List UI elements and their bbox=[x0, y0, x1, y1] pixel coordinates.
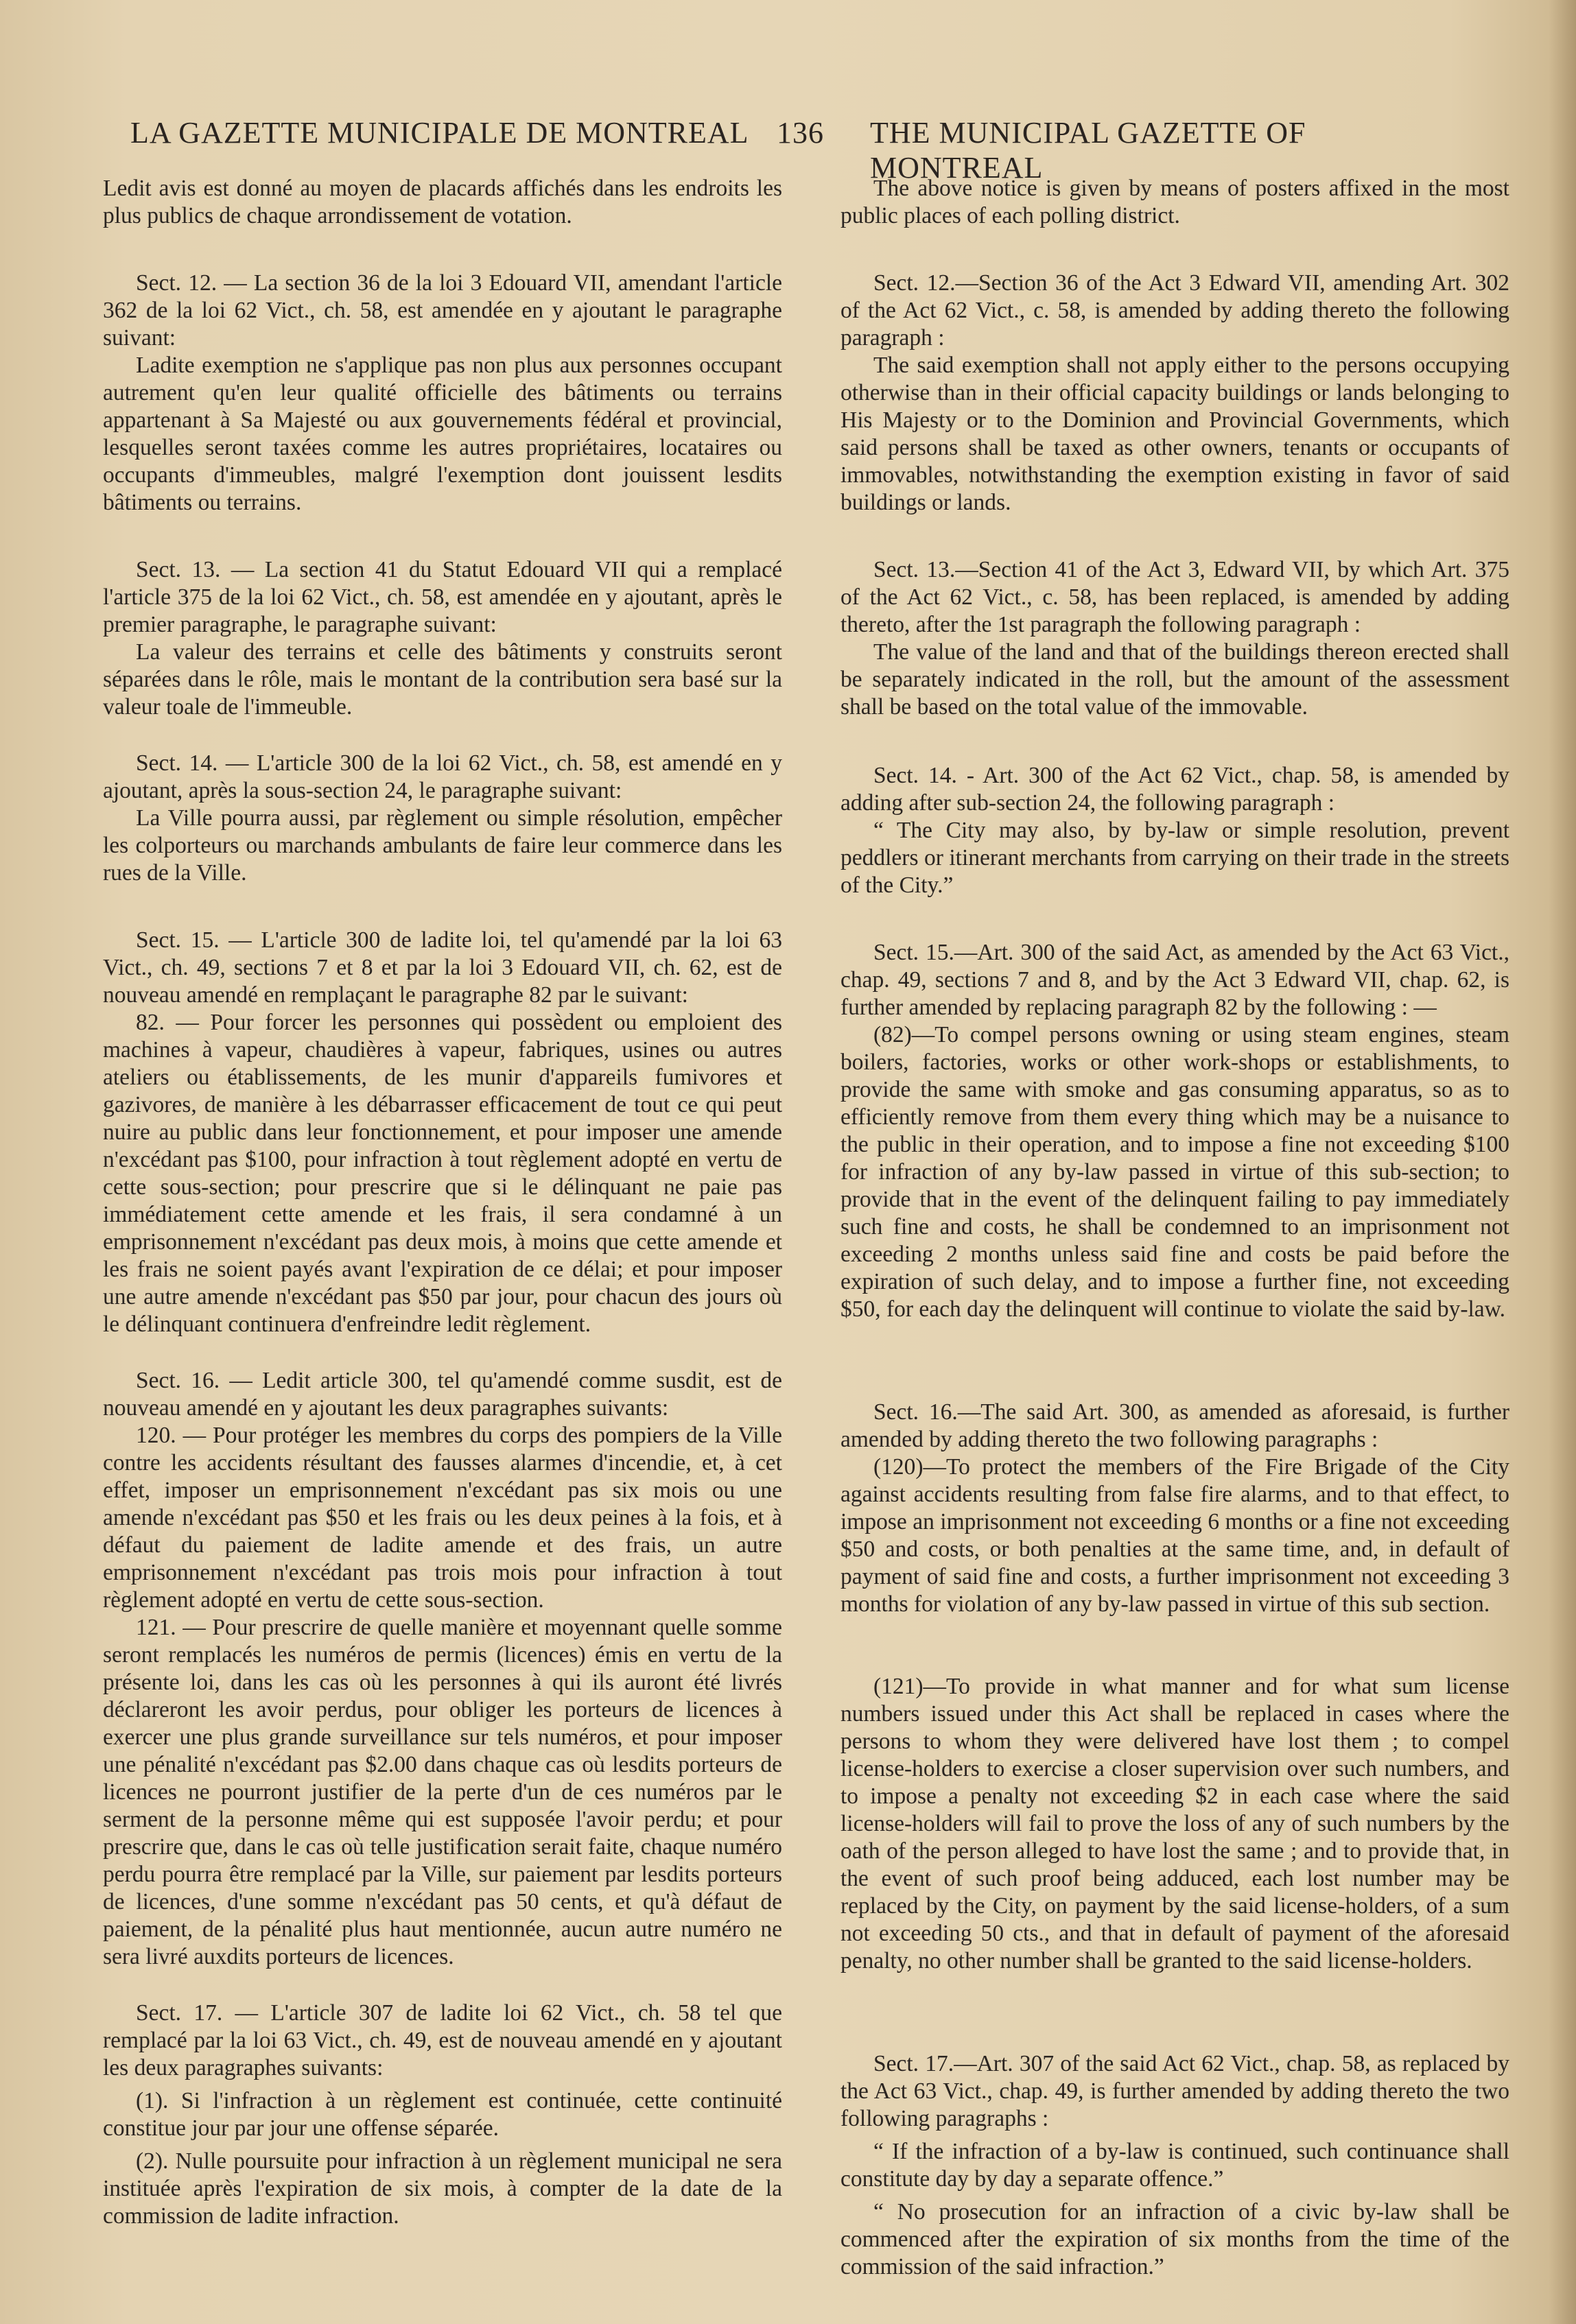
english-paragraph: (120)—To protect the members of the Fire Brigade of the City against accidents resulting from false fire alarms, and to that effect, to impose an imprisonment not exceeding 6 months or a fine not exceeding $50 and costs, or both penalties at the same time, and, in default of payment of said fine and costs, a further imprisonment not exceeding 3 months for violation of any by-law passed in virtue of this sub section. bbox=[840, 1454, 1509, 1617]
page-number: 136 bbox=[777, 116, 824, 150]
english-paragraph: “ The City may also, by by-law or simple resolution, prevent peddlers or itinerant merchants from carrying on their trade in the streets of the City.” bbox=[840, 818, 1509, 898]
french-column bbox=[103, 175, 782, 2230]
header-title-french: LA GAZETTE MUNICIPALE DE MONTREAL bbox=[130, 116, 749, 150]
english-paragraph: Sect. 12.—Section 36 of the Act 3 Edward VII, amending Art. 302 of the Act 62 Vict., c. 58, is amended by adding thereto the following paragraph : bbox=[840, 270, 1509, 351]
french-paragraph: Sect. 16. — Ledit article 300, tel qu'amendé comme susdit, est de nouveau amendé en y ajoutant les deux paragraphes suivants: bbox=[103, 1368, 782, 1421]
french-paragraph: Ledit avis est donné au moyen de placards affichés dans les endroits les plus publics de chaque arrondissement de votation. bbox=[103, 176, 782, 228]
french-paragraph: La Ville pourra aussi, par règlement ou simple résolution, empêcher les colporteurs ou marchands ambulants de faire leur commerce dans les rues de la Ville. bbox=[103, 805, 782, 886]
english-paragraph: Sect. 13.—Section 41 of the Act 3, Edward VII, by which Art. 375 of the Act 62 Vict., c. 58, has been replaced, is amended by adding thereto, after the 1st paragraph the following paragraph : bbox=[840, 557, 1509, 637]
french-paragraph: Sect. 13. — La section 41 du Statut Edouard VII qui a remplacé l'article 375 de la loi 62 Vict., ch. 58, est amendée en y ajoutant, après le premier paragraphe, le paragraphe suivant: bbox=[103, 557, 782, 637]
english-paragraph: “ No prosecution for an infraction of a civic by-law shall be commenced after the expiration of six months from the time of the commission of the said infraction.” bbox=[840, 2199, 1509, 2279]
french-paragraph: Sect. 15. — L'article 300 de ladite loi, tel qu'amendé par la loi 63 Vict., ch. 49, sections 7 et 8 et par la loi 3 Edouard VII, ch. 62, est de nouveau amendé en remplaçant le paragraphe 82 par le suivant: bbox=[103, 927, 782, 1008]
english-paragraph: The said exemption shall not apply either to the persons occupying otherwise than in their official capacity buildings or lands belonging to His Majesty or to the Dominion and Provincial Governments, which said persons shall be taxed as other owners, tenants or occupants of immovables, notwithstanding the exemption existing in favor of said buildings or lands. bbox=[840, 353, 1509, 515]
english-paragraph: The value of the land and that of the buildings thereon erected shall be separately indicated in the roll, but the amount of the assessment shall be based on the total value of the immovable. bbox=[840, 639, 1509, 720]
english-paragraph: Sect. 16.—The said Art. 300, as amended as aforesaid, is further amended by adding thereto the two following paragraphs : bbox=[840, 1399, 1509, 1452]
french-paragraph: Sect. 12. — La section 36 de la loi 3 Edouard VII, amendant l'article 362 de la loi 62 Vict., ch. 58, est amendée en y ajoutant le paragraphe suivant: bbox=[103, 270, 782, 351]
english-paragraph: Sect. 15.—Art. 300 of the said Act, as amended by the Act 63 Vict., chap. 49, sections 7 and 8, and by the Act 3 Edward VII, chap. 62, is further amended by replacing paragraph 82 by the following : — bbox=[840, 940, 1509, 1020]
french-paragraph: Sect. 14. — L'article 300 de la loi 62 Vict., ch. 58, est amendé en y ajoutant, après la sous-section 24, le paragraphe suivant: bbox=[103, 750, 782, 803]
english-paragraph: (82)—To compel persons owning or using steam engines, steam boilers, factories, works or other work-shops or establishments, to provide the same with smoke and gas consuming apparatus, so as to efficiently remove from them every thing which may be a nuisance to the public in their operation, and to impose a fine not exceeding $100 for infraction of any by-law passed in virtue of this sub-section; to provide that in the event of the delinquent failing to pay immediately such fine and costs, he shall be condemned to an imprisonment not exceeding 2 months unless said fine and costs be paid before the expiration of such delay, and to impose a further fine, not exceeding $50, for each day the delinquent will continue to violate the said by-law. bbox=[840, 1022, 1509, 1322]
english-paragraph: Sect. 14. - Art. 300 of the Act 62 Vict., chap. 58, is amended by adding after sub-section 24, the following paragraph : bbox=[840, 763, 1509, 816]
page-header bbox=[130, 115, 1468, 185]
french-paragraph: 82. — Pour forcer les personnes qui possèdent ou emploient des machines à vapeur, chaudières à vapeur, fabriques, usines ou autres ateliers ou établissements, de les munir d'appareils fumivores et gazivores, de manière à les débarrasser efficacement de tout ce qui peut nuire au public dans leur fonctionnement, et pour imposer une amende n'excédant pas $100, pour infraction à tout règlement adopté en vertu de cette sous-section; pour prescrire que si le délinquant ne paie pas immédiatement cette amende et les frais, il sera condamné à un emprisonnement n'excédant pas deux mois, à moins que cette amende et les frais ne soient payés avant l'expiration de ce délai; et pour imposer une autre amende n'excédant pas $50 par jour, pour chacun des jours où le délinquant continuera d'enfreindre ledit règlement. bbox=[103, 1010, 782, 1337]
english-paragraph: (121)—To provide in what manner and for what sum license numbers issued under this Act shall be replaced in cases where the persons to whom they were delivered have lost them ; to compel license-holders to exercise a closer supervision over such numbers, and to impose a penalty not exceeding $2 in each case where the said license-holders will fail to prove the loss of any of such numbers by the oath of the person alleged to have lost the same ; and to provide that, in the event of such proof being adduced, each lost number may be replaced by the City, on payment by the said license-holders, of a sum not exceeding 50 cts., and that in default of payment of the aforesaid penalty, no other number shall be granted to the said license-holders. bbox=[840, 1674, 1509, 1973]
english-column bbox=[840, 175, 1509, 2281]
french-paragraph: Ladite exemption ne s'applique pas non plus aux personnes occupant autrement qu'en leur qualité officielle des bâtiments ou terrains appartenant à Sa Majesté ou aux gouvernements fédéral et provincial, lesquelles seront taxées comme les autres propriétaires, locataires ou occupants d'immeubles, malgré l'exemption dont jouissent lesdits bâtiments ou terrains. bbox=[103, 353, 782, 515]
french-paragraph: (2). Nulle poursuite pour infraction à un règlement municipal ne sera instituée après l'expiration de six mois, à compter de la date de la commission de ladite infraction. bbox=[103, 2148, 782, 2229]
english-paragraph: Sect. 17.—Art. 307 of the said Act 62 Vict., chap. 58, as replaced by the Act 63 Vict., chap. 49, is further amended by adding thereto the two following paragraphs : bbox=[840, 2051, 1509, 2131]
english-paragraph: “ If the infraction of a by-law is continued, such continuance shall constitute day by day a separate offence.” bbox=[840, 2139, 1509, 2192]
french-paragraph: 120. — Pour protéger les membres du corps des pompiers de la Ville contre les accidents résultant des fausses alarmes d'incendie, et, à cet effet, imposer un emprisonnement n'excédant pas six mois ou une amende n'excédant pas $50 et les frais ou les deux peines à la fois, et à défaut du paiement de ladite amende et des frais, un autre emprisonnement n'excédant pas trois mois pour infraction à tout règlement adopté en vertu de cette sous-section. bbox=[103, 1423, 782, 1613]
header-title-english: THE MUNICIPAL GAZETTE OF MONTREAL bbox=[870, 116, 1306, 185]
french-paragraph: Sect. 17. — L'article 307 de ladite loi 62 Vict., ch. 58 tel que remplacé par la loi 63 Vict., ch. 49, est de nouveau amendé en y ajoutant les deux paragraphes suivants: bbox=[103, 2000, 782, 2080]
page-edge-shadow bbox=[1549, 0, 1576, 2324]
french-paragraph: La valeur des terrains et celle des bâtiments y construits seront séparées dans le rôle, mais le montant de la contribution sera basé sur la valeur toale de l'immeuble. bbox=[103, 639, 782, 720]
french-paragraph: 121. — Pour prescrire de quelle manière et moyennant quelle somme seront remplacés les numéros de permis (licences) émis en vertu de la présente loi, dans les cas où les personnes à qui ils auront été livrés déclareront les avoir perdus, pour obliger les porteurs de licences à exercer une plus grande surveillance sur tels numéros, et pour imposer une pénalité n'excédant pas $2.00 dans chaque cas où lesdits porteurs de licences ne pourront justifier de la perte d'un de ces numéros par le serment de la personne même qui est supposée l'avoir perdu; et pour prescrire que, dans le cas où telle justification serait faite, chaque numéro perdu pourra être remplacé par la Ville, sur paiement par lesdits porteurs de licences, d'une somme n'excédant pas 50 cents, et qu'à défaut de paiement, de la pénalité plus haut mentionnée, aucun autre numéro ne sera livré auxdits porteurs de licences. bbox=[103, 1615, 782, 1969]
french-paragraph: (1). Si l'infraction à un règlement est continuée, cette continuité constitue jour par jour une offense séparée. bbox=[103, 2088, 782, 2141]
english-paragraph: The above notice is given by means of posters affixed in the most public places of each polling district. bbox=[840, 176, 1509, 228]
